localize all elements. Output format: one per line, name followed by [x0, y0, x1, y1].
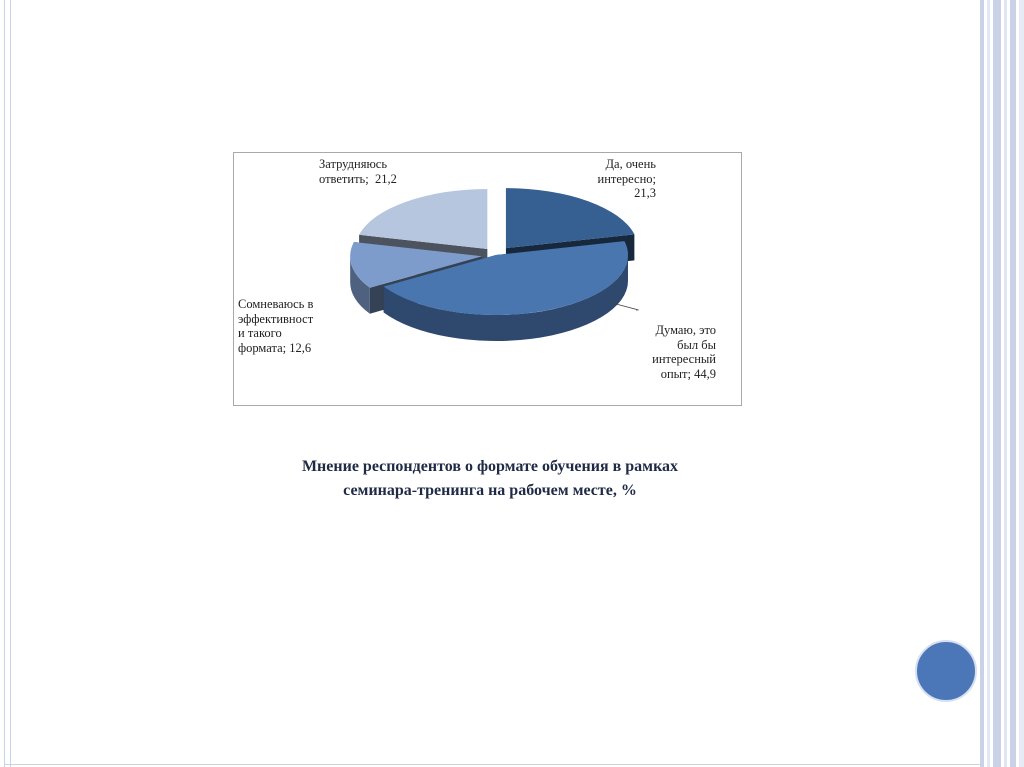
- caption-line: семинара-тренинга на рабочем месте, %: [343, 482, 637, 499]
- slide-decoration-circle: [915, 640, 977, 702]
- label-doubt-line: и такого: [238, 326, 282, 340]
- label-doubt: [238, 297, 313, 355]
- label-think: [630, 323, 716, 381]
- label-think-line: интересный: [652, 352, 716, 366]
- label-yes-line: Да, очень: [605, 157, 656, 171]
- slide-frame-right: [980, 0, 1024, 767]
- label-doubt-line: эффективност: [238, 311, 314, 326]
- caption-line: Мнение респондентов о формате обучения в рамках: [301, 458, 679, 475]
- label-think-line: был бы: [677, 337, 716, 352]
- label-yes: [570, 157, 656, 201]
- slide-bottom-line: [4, 764, 980, 765]
- slide-frame-left: [4, 0, 11, 767]
- label-hard: [319, 157, 397, 186]
- label-doubt-line: формата; 12,6: [238, 340, 312, 355]
- label-hard-line: ответить; 21,2: [319, 171, 397, 186]
- pie-chart: [233, 152, 742, 406]
- label-yes-line: 21,3: [634, 186, 656, 200]
- label-think-line: опыт; 44,9: [660, 366, 716, 381]
- label-doubt-line: Сомневаюсь в: [238, 297, 314, 311]
- label-yes-line: интересно;: [597, 171, 656, 186]
- label-hard-line: Затрудняюсь: [319, 157, 388, 171]
- chart-caption: [200, 455, 780, 503]
- label-think-line: Думаю, это: [655, 323, 716, 337]
